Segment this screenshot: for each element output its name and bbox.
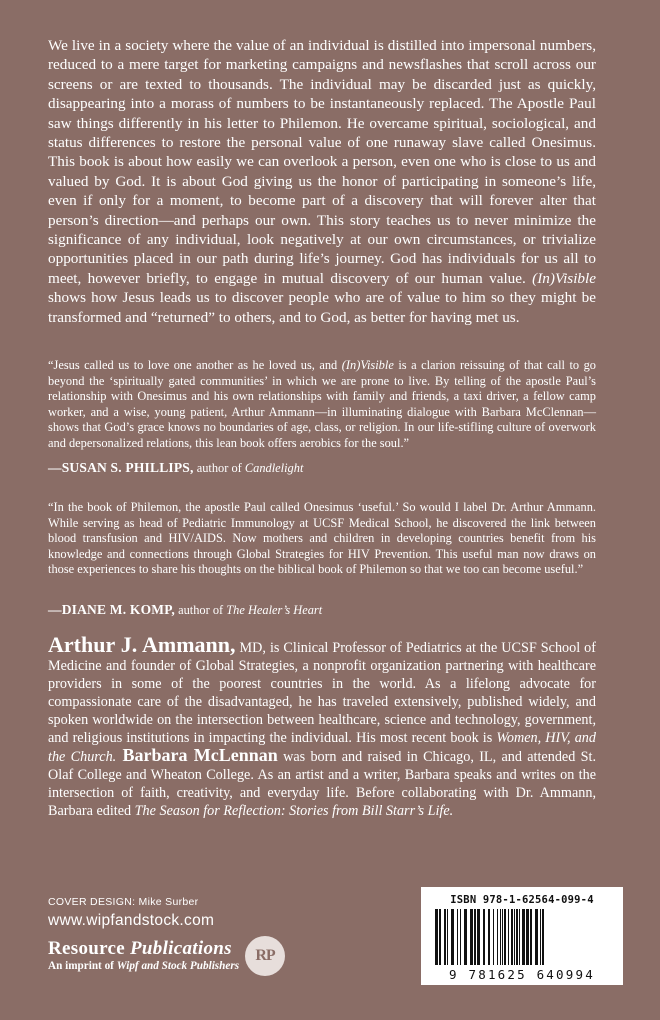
author-of-label: author of — [175, 603, 227, 617]
blurb-text-part1: We live in a society where the value of an individual is distilled into impersonal numbers, reduced to a mere target for marketing campaigns and newsflashes that scroll across our screens or are texted to thousands. The individual may be discarded just as quickly, disappearing into a morass of numbers to be instantaneously replaced. The Apostle Paul saw things differently in his letter to Philemon. He overcame spiritual, sociological, and status differences to restore the personal value of one runaway slave called Onesimus. This book is about how easily we can overlook a person, even one who is close to us and valued by God. It is about God giving us the honor of participating in someone’s life, even if only for a moment, to become part of a discovery that will forever alter that person’s direction—and perhaps our own. This story teaches us to never minimize the significance of any individual, look negatively at our own circumstances, or trivialize opportunities placed in our path during life’s journey. God has individuals for us all to meet, however briefly, to engage in mutual discovery of our human value. — [48, 37, 596, 287]
bio-text: MD, is Clinical Professor of Pediatrics at the UCSF School of Medicine and founder of Global Strategies, a nonprofit organization partnering with healthcare providers in some of the poorest countries in the world. As a lifelong advocate for compassionate care of the disadvantaged, he has traveled extensively, published widely, and spoken worldwide on the intersection between healthcare, science and technology, government, and religious institutions in impacting the individual. His most recent book is — [48, 640, 596, 746]
barcode-bar — [488, 909, 490, 965]
barcode-bar — [508, 909, 509, 965]
bio-text: was born and raised in Chicago, IL, and attended St. Olaf College and Wheaton College. As an artist and a writer, Barbara speaks and writes on the intersection of faith, creativity, and everyday life. Before collaborating with Dr. Ammann, Barbara edited — [48, 749, 596, 820]
bio-book-title: Women, HIV, and the Church. — [48, 729, 596, 766]
barcode-bar — [502, 909, 503, 965]
barcode-bar — [464, 909, 467, 965]
barcode-bar — [483, 909, 485, 965]
back-cover-blurb — [48, 36, 596, 327]
barcode-bar — [460, 909, 461, 965]
barcode-bar — [451, 909, 454, 965]
endorser-book: The Healer’s Heart — [226, 603, 323, 617]
author-of-label: author of — [193, 461, 245, 475]
endorsement-komp: “In the book of Philemon, the apostle Paul called Onesimus ‘useful.’ So would I label Dr. Arthur Ammann. While serving as head of Pediatric Immunology at UCSF Medical School, he discovered the link between blood transfusion and HIV/AIDS. Now mothers and children in developing countries benefit from his knowledge and connections through Global Strategies for HIV Prevention. This useful man now draws on those experiences to share his thoughts on the biblical book of Philemon so that we too can become useful.” — [48, 500, 596, 577]
publisher-name — [48, 938, 239, 959]
blurb-text-part2: shows how Jesus leads us to discover people who are of value to him so they might be transformed and “returned” to others, and to God, as better for having met us. — [48, 289, 596, 326]
author-name-ammann: Arthur J. Ammann, — [48, 632, 236, 657]
barcode-bar — [511, 909, 513, 965]
publisher-footer — [48, 896, 308, 976]
barcode-bar — [470, 909, 473, 965]
barcode-bar — [493, 909, 494, 965]
barcode-bar — [535, 909, 538, 965]
endorsement-attribution-komp — [48, 602, 322, 618]
publisher-branding — [48, 936, 308, 976]
barcode-bars-icon — [431, 909, 613, 965]
barcode-bar — [522, 909, 525, 965]
endorser-name: —DIANE M. KOMP, — [48, 602, 175, 617]
barcode-bar — [519, 909, 520, 965]
imprint-publisher: Wipf and Stock Publishers — [116, 960, 240, 972]
barcode-bar — [530, 909, 532, 965]
publisher-name-word: Resource — [48, 938, 131, 959]
barcode-digits: 9 781625 640994 — [449, 967, 595, 982]
barcode-bar — [504, 909, 506, 965]
cover-design-credit: COVER DESIGN: Mike Surber — [48, 896, 199, 908]
endorsement-attribution-phillips — [48, 460, 303, 476]
barcode-bar — [497, 909, 498, 965]
isbn-barcode — [421, 887, 623, 985]
barcode-bar — [474, 909, 476, 965]
endorsement-text: is a clarion reissuing of that call to go beyond the ‘spiritually gated communities’ in which we are prone to live. By telling of the apostle Paul’s relationship with Onesimus and his own relationships with family and friends, a taxi driver, a fellow camp worker, and a wise, young patient, Arthur Ammann—in illuminating dialogue with Barbara McClennan—shows that God’s grace knows no boundaries of age, class, or religion. In our life-stifling culture of overwork and depersonalized relations, this lean book offers aerobics for the soul.” — [48, 358, 596, 450]
publisher-name-italic: Publications — [130, 938, 232, 959]
blurb-title: (In)Visible — [532, 269, 596, 287]
isbn-label: ISBN 978-1-62564-099-4 — [450, 894, 594, 906]
author-bio — [48, 632, 596, 821]
publisher-logo-icon: RP — [245, 936, 285, 976]
endorser-book: Candlelight — [244, 461, 304, 475]
barcode-bar — [540, 909, 541, 965]
bio-book-title: The Season for Reflection: Stories from Bill Starr’s Life. — [134, 803, 454, 820]
barcode-bar — [439, 909, 441, 965]
publisher-imprint — [48, 959, 239, 974]
author-name-mclennan: Barbara McLennan — [116, 745, 278, 766]
publisher-url: www.wipfandstock.com — [48, 912, 215, 929]
barcode-bar — [516, 909, 518, 965]
barcode-bar — [542, 909, 544, 965]
barcode-bar — [500, 909, 501, 965]
barcode-bar — [477, 909, 480, 965]
endorsement-phillips — [48, 358, 596, 452]
barcode-bar — [447, 909, 448, 965]
endorsement-title: (In)Visible — [341, 358, 394, 372]
barcode-bar — [435, 909, 438, 965]
endorser-name: —SUSAN S. PHILLIPS, — [48, 460, 194, 475]
imprint-text: An imprint of — [48, 960, 117, 972]
barcode-bar — [526, 909, 529, 965]
endorsement-text: “Jesus called us to love one another as he loved us, and — [48, 358, 342, 372]
barcode-bar — [457, 909, 458, 965]
barcode-bar — [444, 909, 446, 965]
barcode-bar — [514, 909, 515, 965]
